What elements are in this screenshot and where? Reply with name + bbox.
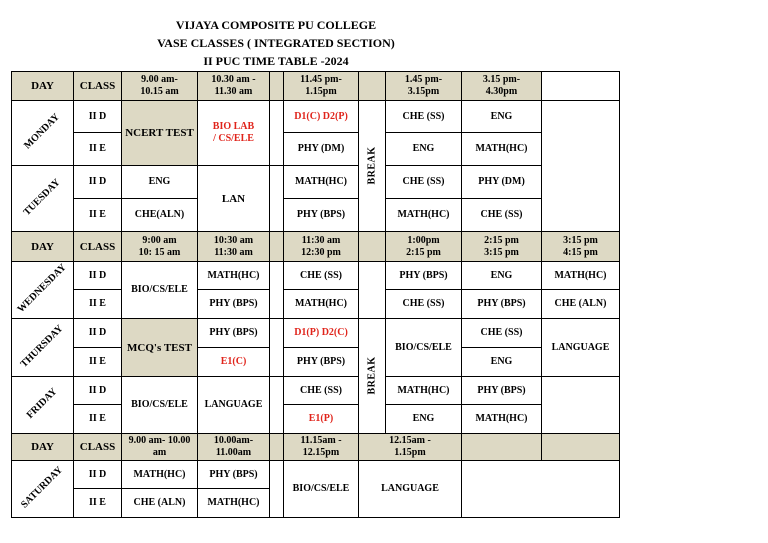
tue-e-slot1: CHE(ALN) <box>121 198 198 232</box>
section-label: II D <box>73 460 122 489</box>
wed-d-slot3: CHE (SS) <box>283 261 359 290</box>
tue-slot2: LAN <box>197 165 270 232</box>
time-slot-1: 9.00 am- 10.15 am <box>121 71 198 101</box>
empty-cell <box>461 460 620 518</box>
wed-d-slot4: PHY (BPS) <box>385 261 462 290</box>
mon-d-slot3: D1(C) D2(P) <box>283 100 359 133</box>
day-header: DAY <box>11 433 74 461</box>
wed-e-slot2: PHY (BPS) <box>197 289 270 319</box>
spacer-cell <box>269 71 284 101</box>
mon-e-slot4: ENG <box>385 132 462 166</box>
spacer-cell <box>269 318 284 377</box>
break-header <box>358 231 386 262</box>
section-label: II E <box>73 198 122 232</box>
empty-cell <box>541 376 620 434</box>
day-label-monday: MONDAY <box>22 111 62 152</box>
fri-d-slot4: MATH(HC) <box>385 376 462 405</box>
spacer-cell <box>269 261 284 319</box>
class-header: CLASS <box>73 71 122 101</box>
section-label: II E <box>73 404 122 434</box>
classes-title: VASE CLASSES ( INTEGRATED SECTION) <box>157 36 395 50</box>
wed-e-slot5: PHY (BPS) <box>461 289 542 319</box>
empty-header-cell <box>541 433 620 461</box>
time-slot-3: 11:30 am 12:30 pm <box>283 231 359 262</box>
fri-slot1: BIO/CS/ELE <box>121 376 198 434</box>
wed-d-slot5: ENG <box>461 261 542 290</box>
tue-e-slot5: CHE (SS) <box>461 198 542 232</box>
time-slot-6: 3:15 pm 4:15 pm <box>541 231 620 262</box>
time-slot-4: 1:00pm 2:15 pm <box>385 231 462 262</box>
fri-d-slot5: PHY (BPS) <box>461 376 542 405</box>
time-slot-1: 9.00 am- 10.00 am <box>121 433 198 461</box>
section-label: II E <box>73 488 122 518</box>
time-slot-5: 2:15 pm 3:15 pm <box>461 231 542 262</box>
sat-slot3: BIO/CS/ELE <box>283 460 359 518</box>
time-slot-3: 11.45 pm- 1.15pm <box>283 71 359 101</box>
empty-cell <box>541 100 620 232</box>
sat-e-slot2: MATH(HC) <box>197 488 270 518</box>
spacer-cell <box>269 231 284 262</box>
empty-cell <box>541 71 620 101</box>
sat-e-slot1: CHE (ALN) <box>121 488 198 518</box>
thu-slot6: LANGUAGE <box>541 318 620 377</box>
mon-e-slot3: PHY (DM) <box>283 132 359 166</box>
tue-d-slot3: MATH(HC) <box>283 165 359 199</box>
mon-slot1: NCERT TEST <box>121 100 198 166</box>
break-header <box>358 71 386 101</box>
college-title: VIJAYA COMPOSITE PU COLLEGE <box>175 18 377 32</box>
section-label: II D <box>73 165 122 199</box>
mon-d-slot4: CHE (SS) <box>385 100 462 133</box>
timetable-title: II PUC TIME TABLE -2024 <box>203 54 349 68</box>
mon-slot2: BIO LAB / CS/ELE <box>197 100 270 166</box>
mon-e-slot5: MATH(HC) <box>461 132 542 166</box>
thu-d-slot2: PHY (BPS) <box>197 318 270 348</box>
time-slot-3: 11.15am - 12.15pm <box>283 433 359 461</box>
fri-slot2: LANGUAGE <box>197 376 270 434</box>
wed-e-slot3: MATH(HC) <box>283 289 359 319</box>
thu-d-slot3: D1(P) D2(C) <box>283 318 359 348</box>
time-slot-2: 10:30 am 11:30 am <box>197 231 270 262</box>
day-label-thursday: THURSDAY <box>18 323 66 370</box>
wed-d-slot2: MATH(HC) <box>197 261 270 290</box>
time-slot-4: 1.45 pm- 3.15pm <box>385 71 462 101</box>
sat-d-slot1: MATH(HC) <box>121 460 198 489</box>
day-label-tuesday: TUESDAY <box>21 177 63 218</box>
day-label-wednesday: WEDNESDAY <box>15 261 69 316</box>
tue-d-slot5: PHY (DM) <box>461 165 542 199</box>
break-label: BREAK <box>366 356 378 395</box>
day-label-saturday: SATURDAY <box>19 464 65 511</box>
fri-e-slot3: E1(P) <box>283 404 359 434</box>
spacer-cell <box>269 460 284 518</box>
fri-d-slot3: CHE (SS) <box>283 376 359 405</box>
break-label: BREAK <box>366 146 378 185</box>
class-header: CLASS <box>73 433 122 461</box>
section-label: II D <box>73 261 122 290</box>
empty-header-cell <box>461 433 542 461</box>
wed-e-slot6: CHE (ALN) <box>541 289 620 319</box>
thu-e-slot5: ENG <box>461 347 542 377</box>
tue-d-slot1: ENG <box>121 165 198 199</box>
spacer-cell <box>269 100 284 166</box>
day-header: DAY <box>11 71 74 101</box>
section-label: II D <box>73 376 122 405</box>
sat-slot4: LANGUAGE <box>358 460 462 518</box>
section-label: II D <box>73 100 122 133</box>
time-slot-2: 10.00am- 11.00am <box>197 433 270 461</box>
section-label: II E <box>73 132 122 166</box>
spacer-cell <box>269 433 284 461</box>
day-header: DAY <box>11 231 74 262</box>
spacer-cell <box>269 165 284 232</box>
mon-d-slot5: ENG <box>461 100 542 133</box>
thu-e-slot3: PHY (BPS) <box>283 347 359 377</box>
wed-e-slot4: CHE (SS) <box>385 289 462 319</box>
wed-d-slot6: MATH(HC) <box>541 261 620 290</box>
tue-d-slot4: CHE (SS) <box>385 165 462 199</box>
time-slot-5: 3.15 pm- 4.30pm <box>461 71 542 101</box>
time-slot-2: 10.30 am - 11.30 am <box>197 71 270 101</box>
section-label: II E <box>73 289 122 319</box>
class-header: CLASS <box>73 231 122 262</box>
section-label: II E <box>73 347 122 377</box>
spacer-cell <box>269 376 284 434</box>
tue-e-slot4: MATH(HC) <box>385 198 462 232</box>
time-slot-4: 12.15am - 1.15pm <box>358 433 462 461</box>
thu-slot1: MCQ's TEST <box>121 318 198 377</box>
tue-e-slot3: PHY (BPS) <box>283 198 359 232</box>
break-column <box>358 261 386 319</box>
day-label-friday: FRIDAY <box>24 386 60 421</box>
time-slot-1: 9:00 am 10: 15 am <box>121 231 198 262</box>
section-label: II D <box>73 318 122 348</box>
thu-e-slot2: E1(C) <box>197 347 270 377</box>
sat-d-slot2: PHY (BPS) <box>197 460 270 489</box>
thu-d-slot5: CHE (SS) <box>461 318 542 348</box>
thu-slot4: BIO/CS/ELE <box>385 318 462 377</box>
fri-e-slot5: MATH(HC) <box>461 404 542 434</box>
wed-slot1: BIO/CS/ELE <box>121 261 198 319</box>
fri-e-slot4: ENG <box>385 404 462 434</box>
